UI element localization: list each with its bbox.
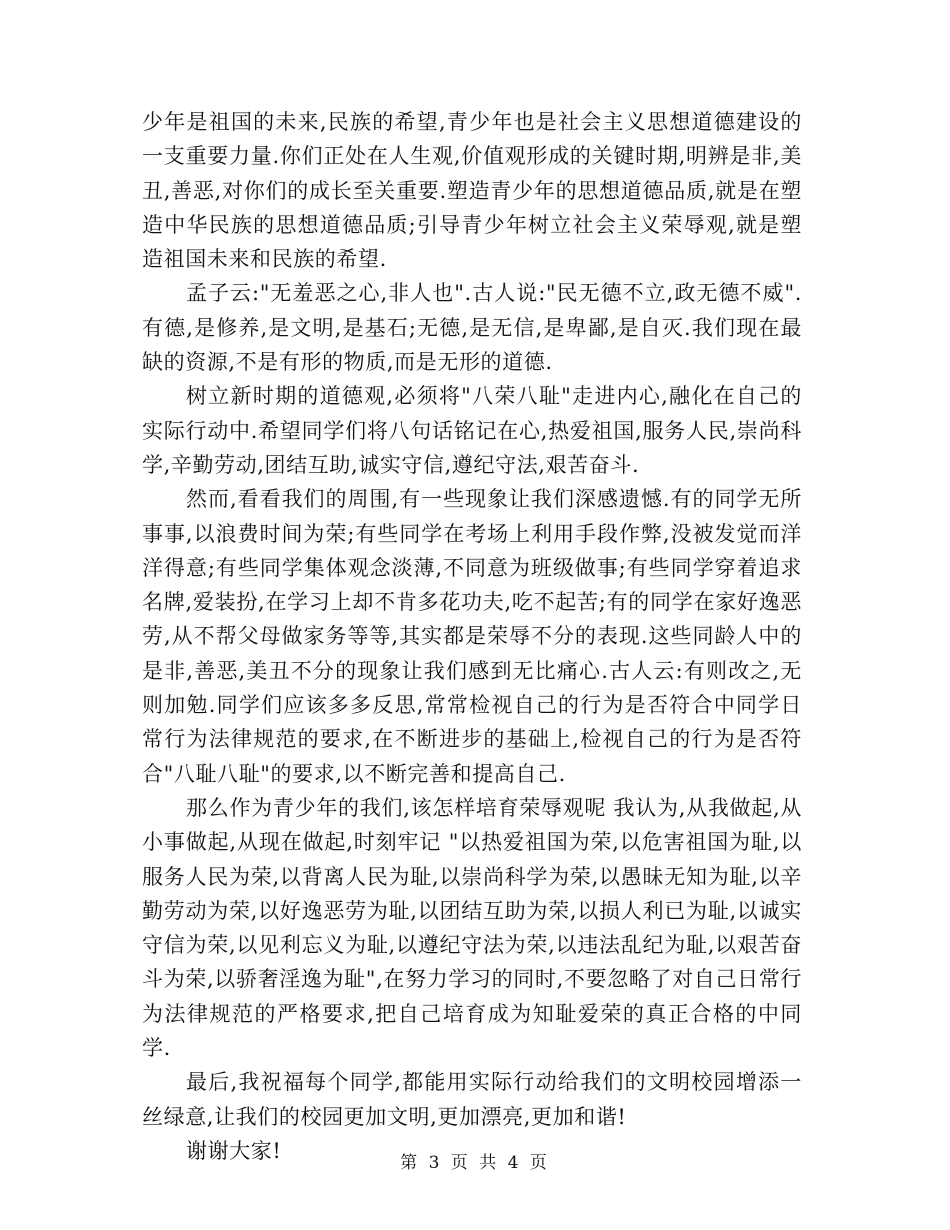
paragraph-3: 树立新时期的道德观,必须将"八荣八耻"走进内心,融化在自己的实际行动中.希望同学们将八句话铭记在心,热爱祖国,服务人民,崇尚科学,辛勤劳动,团结互助,诚实守信,遵纪守法,艰苦奋斗. xyxy=(142,384,802,477)
page-number-footer: 第 3 页 共 4 页 xyxy=(400,1153,550,1173)
paragraph-1: 少年是祖国的未来,民族的希望,青少年也是社会主义思想道德建设的一支重要力量.你们正处在人生观,价值观形成的关键时期,明辨是非,美丑,善恶,对你们的成长至关重要.塑造青少年的思想道德品质,就是在塑造中华民族的思想道德品质;引导青少年树立社会主义荣辱观,就是塑造祖国未来和民族的希望. xyxy=(142,110,802,272)
paragraph-7: 谢谢大家! xyxy=(186,1138,282,1163)
paragraph-6: 最后,我祝福每个同学,都能用实际行动给我们的文明校园增添一丝绿意,让我们的校园更加文明,更加漂亮,更加和谐! xyxy=(142,1070,802,1129)
paragraph-4: 然而,看看我们的周围,有一些现象让我们深感遗憾.有的同学无所事事,以浪费时间为荣;有些同学在考场上利用手段作弊,没被发觉而洋洋得意;有些同学集体观念淡薄,不同意为班级做事;有些同学穿着追求名牌,爱装扮,在学习上却不肯多花功夫,吃不起苦;有的同学在家好逸恶劳,从不帮父母做家务等等,其实都是荣辱不分的表现.这些同龄人中的是非,善恶,美丑不分的现象让我们感到无比痛心.古人云:有则改之,无则加勉.同学们应该多多反思,常常检视自己的行为是否符合中同学日常行为法律规范的要求,在不断进步的基础上,检视自己的行为是否符合"八耻八耻"的要求,以不断完善和提高自己. xyxy=(142,487,802,786)
paragraph-5: 那么作为青少年的我们,该怎样培育荣辱观呢 我认为,从我做起,从小事做起,从现在做起,时刻牢记 "以热爱祖国为荣,以危害祖国为耻,以服务人民为荣,以背离人民为耻,以崇尚科学为荣,以愚昧无知为耻,以辛勤劳动为荣,以好逸恶劳为耻,以团结互助为荣,以损人利已为耻,以诚实守信为荣,以见利忘义为耻,以遵纪守法为荣,以违法乱纪为耻,以艰苦奋斗为荣,以骄奢淫逸为耻",在努力学习的同时,不要忽略了对自己日常行为法律规范的严格要求,把自己培育成为知耻爱荣的真正合格的中同学. xyxy=(142,795,802,1061)
document-body xyxy=(142,105,802,1168)
paragraph-2: 孟子云:"无羞恶之心,非人也".古人说:"民无德不立,政无德不威".有德,是修养,是文明,是基石;无德,是无信,是卑鄙,是自灭.我们现在最缺的资源,不是有形的物质,而是无形的道德. xyxy=(142,281,802,375)
